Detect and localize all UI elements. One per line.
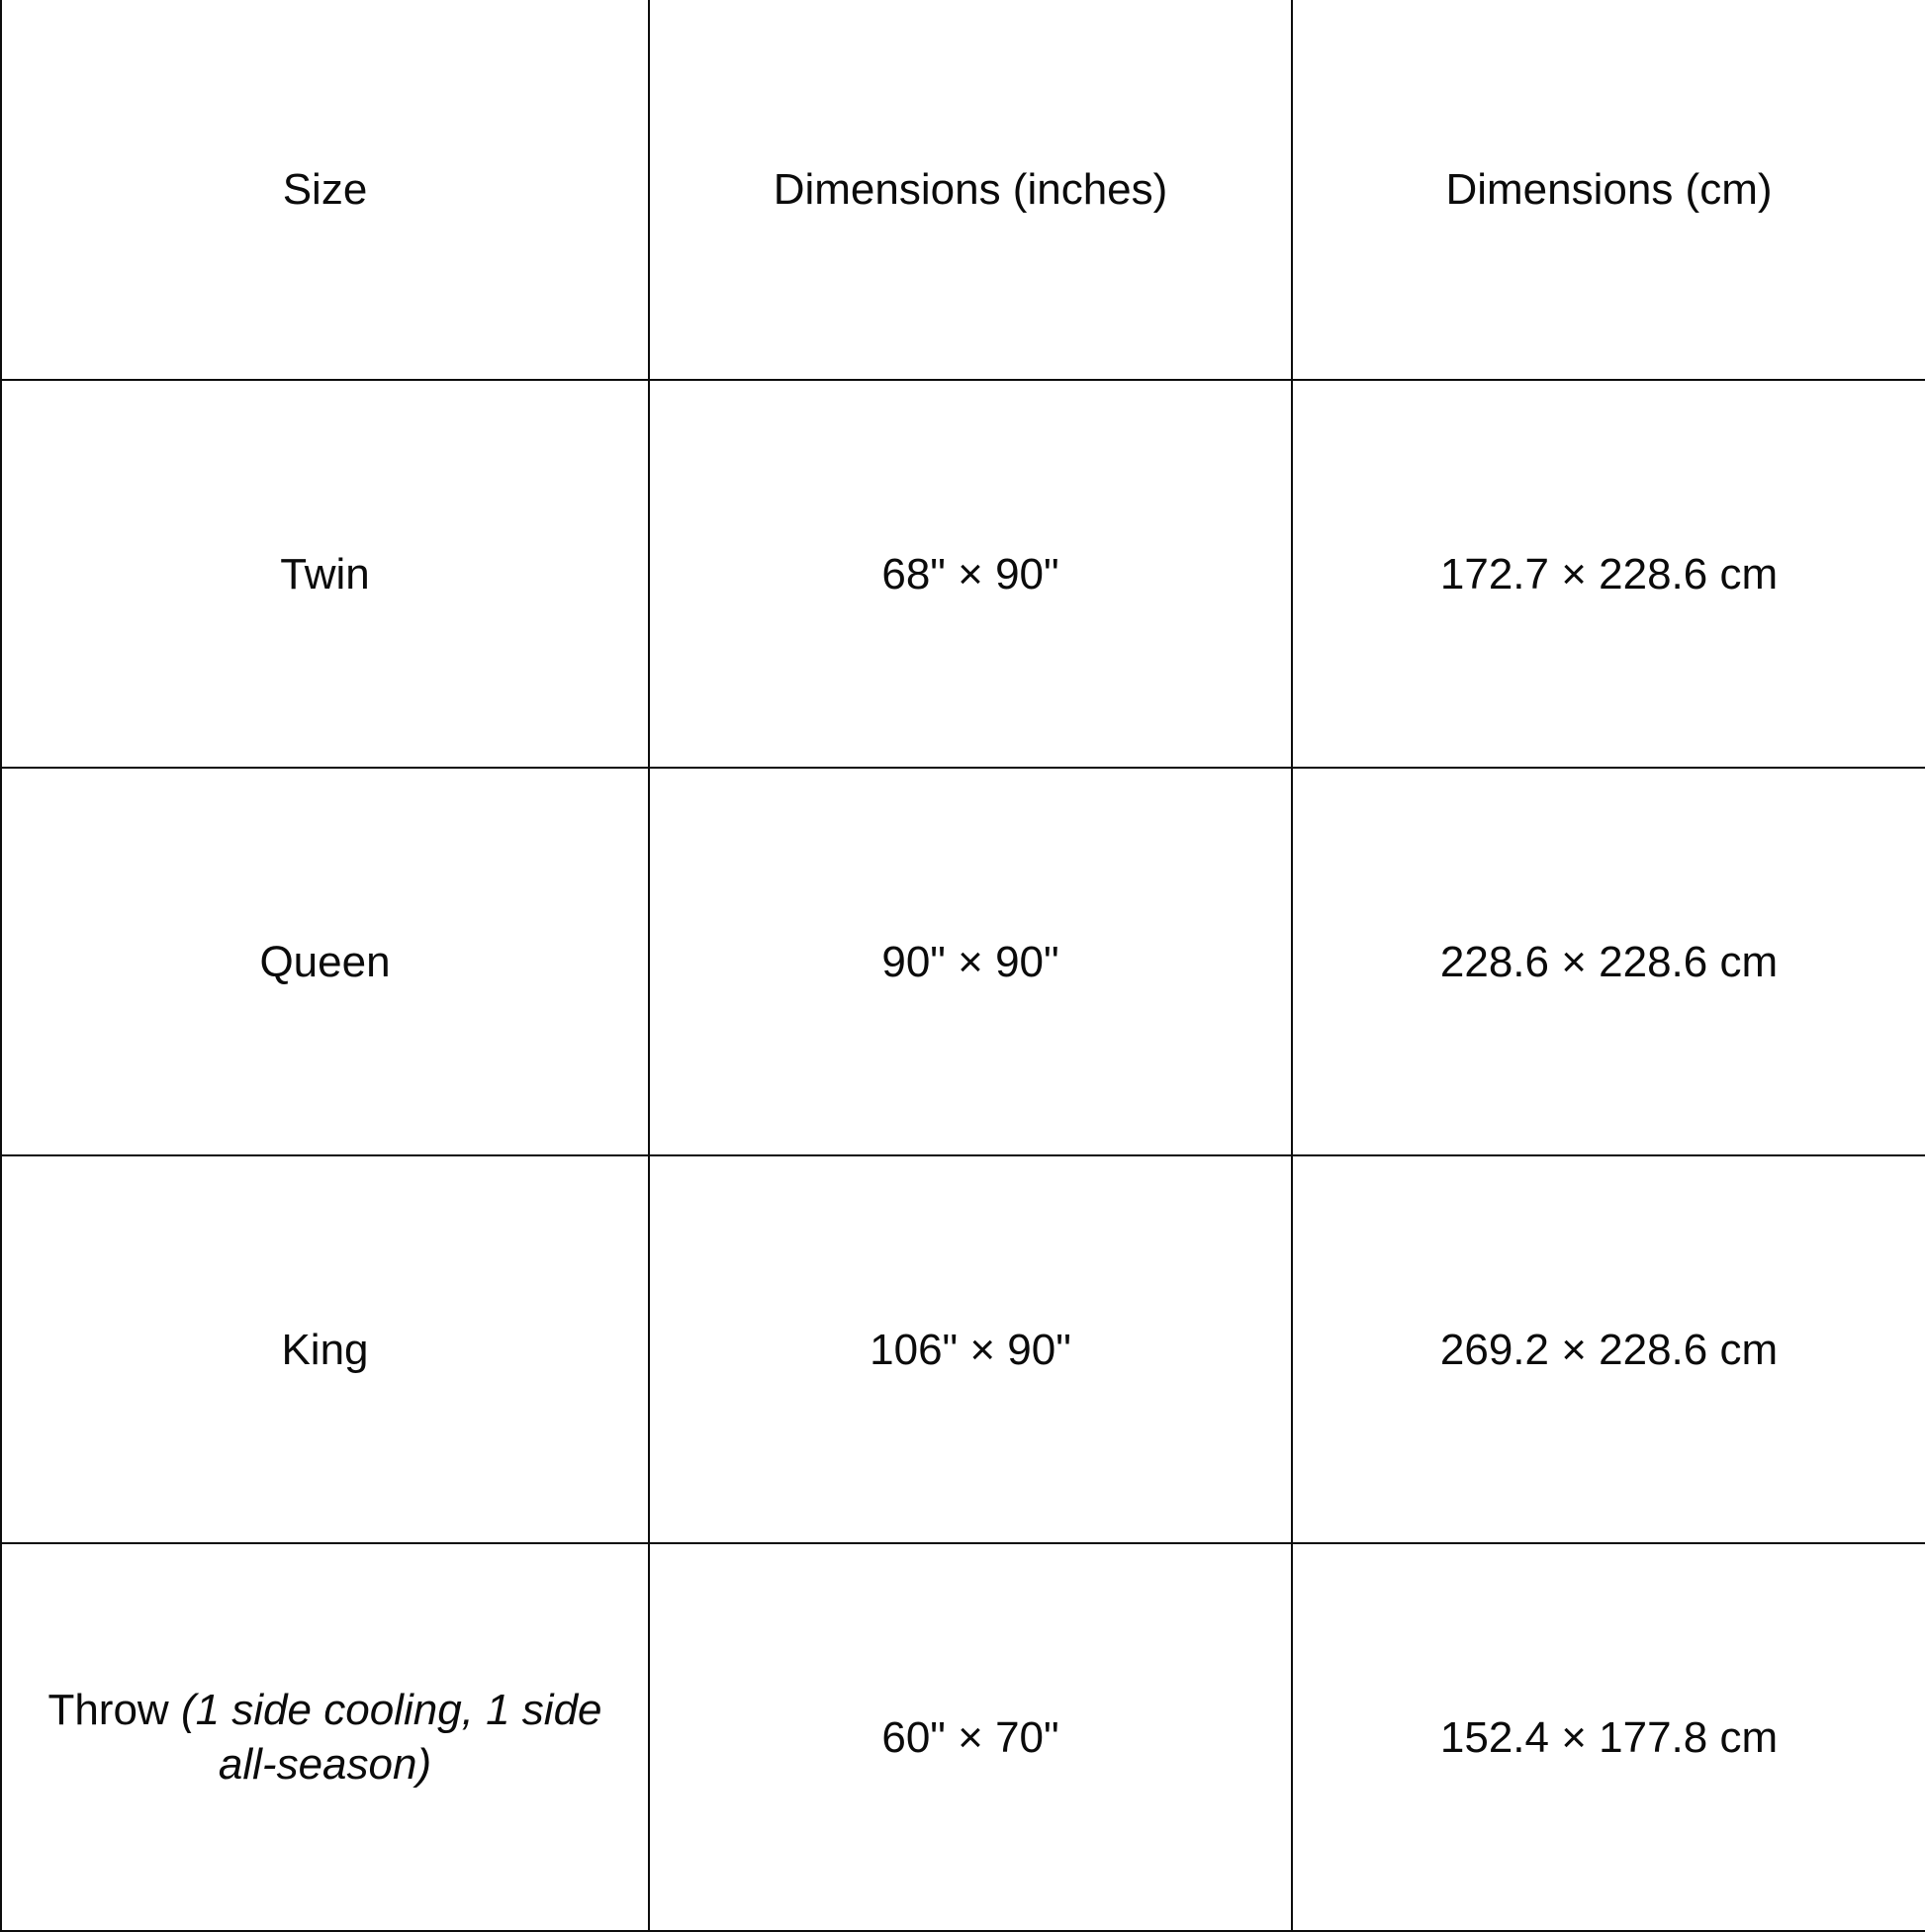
table-row <box>1 1155 1925 1543</box>
cell-size-label: Throw <box>47 1686 181 1734</box>
cell-size <box>1 1543 649 1931</box>
cell-dimensions-cm: 152.4 × 177.8 cm <box>1292 1543 1925 1931</box>
table-header-row <box>1 0 1925 380</box>
cell-dimensions-inches: 90" × 90" <box>649 768 1292 1155</box>
table-row <box>1 380 1925 768</box>
cell-dimensions-cm: 269.2 × 228.6 cm <box>1292 1155 1925 1543</box>
cell-dimensions-inches: 68" × 90" <box>649 380 1292 768</box>
column-header-dimensions-cm: Dimensions (cm) <box>1292 0 1925 380</box>
column-header-dimensions-inches: Dimensions (inches) <box>649 0 1292 380</box>
column-header-size: Size <box>1 0 649 380</box>
cell-dimensions-cm: 228.6 × 228.6 cm <box>1292 768 1925 1155</box>
cell-size-note: (1 side cooling, 1 side all-season) <box>180 1686 602 1789</box>
cell-size: Twin <box>1 380 649 768</box>
cell-dimensions-cm: 172.7 × 228.6 cm <box>1292 380 1925 768</box>
cell-dimensions-inches: 60" × 70" <box>649 1543 1292 1931</box>
table-row <box>1 768 1925 1155</box>
table-row <box>1 1543 1925 1931</box>
cell-size: Queen <box>1 768 649 1155</box>
cell-dimensions-inches: 106" × 90" <box>649 1155 1292 1543</box>
cell-size: King <box>1 1155 649 1543</box>
